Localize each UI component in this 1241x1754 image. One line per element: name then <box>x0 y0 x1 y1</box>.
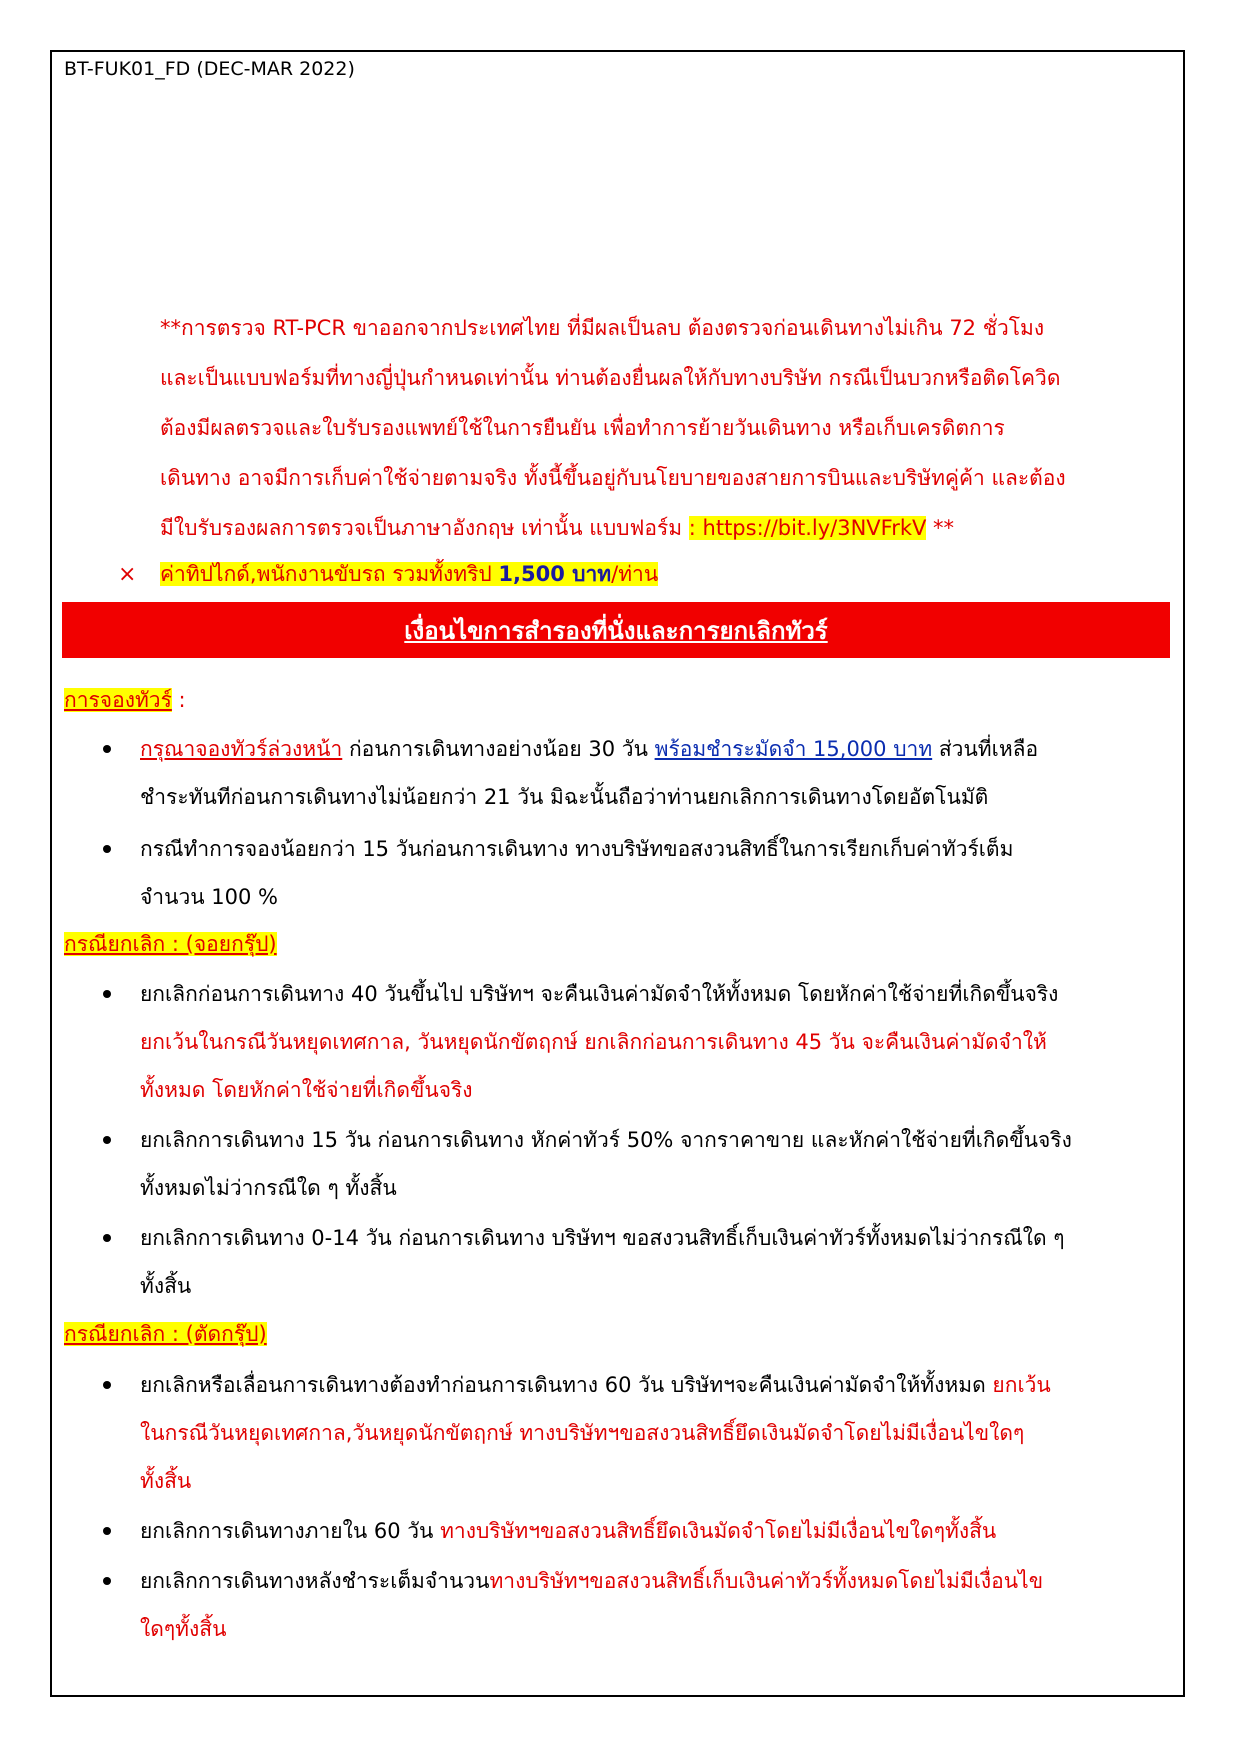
booking-bullet-2-line-1: กรณีทำการจองน้อยกว่า 15 วันก่อนการเดินทาง ทางบริษัทขอสงวนสิทธิ์ในการเรียกเก็บค่าทัวร์เต็ม <box>140 837 1014 861</box>
note-line: เดินทาง อาจมีการเก็บค่าใช้จ่ายตามจริง ทั้งนี้ขึ้นอยู่กับนโยบายของสายการบินและบริษัทคู่ค้า และต้อง <box>160 466 1066 490</box>
deposit-link[interactable]: พร้อมชำระมัดจำ 15,000 บาท <box>654 737 933 761</box>
cancel-join-b3-line-2: ทั้งสิ้น <box>140 1274 192 1298</box>
cancel-join-b1-line-2: ยกเว้นในกรณีวันหยุดเทศกาล, วันหยุดนักขัตฤกษ์ ยกเลิกก่อนการเดินทาง 45 วัน จะคืนเงินค่ามัดจำให้ <box>140 1030 1047 1054</box>
booking-bullet-1-line-1: กรุณาจองทัวร์ล่วงหน้า ก่อนการเดินทางอย่างน้อย 30 วัน พร้อมชำระมัดจำ 15,000 บาท ส่วนที่เหลือ <box>140 737 1039 761</box>
cancel-private-b3-line-1: ยกเลิกการเดินทางหลังชำระเต็มจำนวนทางบริษัทฯขอสงวนสิทธิ์เก็บเงินค่าทัวร์ทั้งหมดโดยไม่มีเงื่อนไข <box>140 1569 1044 1593</box>
booking-heading-text: การจองทัวร์ <box>64 688 172 712</box>
cancel-private-b3-line-2: ใดๆทั้งสิ้น <box>140 1617 227 1641</box>
conditions-banner <box>62 602 1170 658</box>
cancel-private-b1-line-3: ทั้งสิ้น <box>140 1469 192 1493</box>
bullet-icon <box>103 845 111 853</box>
book-early-link[interactable]: กรุณาจองทัวร์ล่วงหน้า <box>140 737 343 761</box>
bullet-icon <box>103 1136 111 1144</box>
note-line: และเป็นแบบฟอร์มที่ทางญี่ปุ่นกำหนดเท่านั้น ท่านต้องยื่นผลให้กับทางบริษัท กรณีเป็นบวกหรือติดโควิด <box>160 366 1061 390</box>
cancel-join-heading: กรณียกเลิก : (จอยกรุ๊ป) <box>64 932 277 956</box>
bullet-icon <box>103 990 111 998</box>
tip-text: ค่าทิปไกด์,พนักงานขับรถ รวมทั้งทริป <box>160 562 499 586</box>
cancel-join-b1-line-3: ทั้งหมด โดยหักค่าใช้จ่ายที่เกิดขึ้นจริง <box>140 1078 473 1102</box>
cancel-join-b3-line-1: ยกเลิกการเดินทาง 0-14 วัน ก่อนการเดินทาง บริษัทฯ ขอสงวนสิทธิ์เก็บเงินค่าทัวร์ทั้งหมดไม่ว่ากรณีใด ๆ <box>140 1226 1065 1250</box>
bullet-icon <box>103 1527 111 1535</box>
booking-bullet-2-line-2: จำนวน 100 % <box>140 885 278 909</box>
bullet-icon <box>103 745 111 753</box>
cancel-private-b1-line-2: ในกรณีวันหยุดเทศกาล,วันหยุดนักขัตฤกษ์ ทางบริษัทฯขอสงวนสิทธิ์ยึดเงินมัดจำโดยไม่มีเงื่อนไขใดๆ <box>140 1421 1025 1445</box>
bullet-icon <box>103 1234 111 1242</box>
cross-icon: × <box>118 562 137 587</box>
document-code: BT-FUK01_FD (DEC-MAR 2022) <box>64 58 355 80</box>
booking-heading: การจองทัวร์ : <box>64 688 186 712</box>
booking-bullet-1-line-2: ชำระทันทีก่อนการเดินทางไม่น้อยกว่า 21 วัน มิฉะนั้นถือว่าท่านยกเลิกการเดินทางโดยอัตโนมัติ <box>140 785 989 809</box>
cancel-join-b2-line-1: ยกเลิกการเดินทาง 15 วัน ก่อนการเดินทาง หักค่าทัวร์ 50% จากราคาขาย และหักค่าใช้จ่ายที่เกิดขึ้นจริง <box>140 1128 1072 1152</box>
note-line-last <box>160 504 954 552</box>
note-line: ต้องมีผลตรวจและใบรับรองแพทย์ใช้ในการยืนยัน เพื่อทำการย้ายวันเดินทาง หรือเก็บเครดิตการ <box>160 416 1005 440</box>
bullet-icon <box>103 1577 111 1585</box>
note-last-suffix: ** <box>926 516 955 540</box>
cancel-join-b1-line-1: ยกเลิกก่อนการเดินทาง 40 วันขึ้นไป บริษัทฯ จะคืนเงินค่ามัดจำให้ทั้งหมด โดยหักค่าใช้จ่ายที่เกิดขึ้นจริง <box>140 982 1059 1006</box>
banner-title: เงื่อนไขการสำรองที่นั่งและการยกเลิกทัวร์ <box>404 616 828 645</box>
cancel-private-b2: ยกเลิกการเดินทางภายใน 60 วัน ทางบริษัทฯขอสงวนสิทธิ์ยึดเงินมัดจำโดยไม่มีเงื่อนไขใดๆทั้งสิ้น <box>140 1519 997 1543</box>
form-link[interactable]: : https://bit.ly/3NVFrkV <box>688 516 927 540</box>
bullet-icon <box>103 1381 111 1389</box>
note-line: **การตรวจ RT-PCR ขาออกจากประเทศไทย ที่มีผลเป็นลบ ต้องตรวจก่อนเดินทางไม่เกิน 72 ชั่วโมง <box>160 316 1045 340</box>
tip-amount: 1,500 บาท <box>498 562 612 586</box>
tip-unit: /ท่าน <box>611 562 659 586</box>
cancel-join-b2-line-2: ทั้งหมดไม่ว่ากรณีใด ๆ ทั้งสิ้น <box>140 1176 397 1200</box>
tip-line <box>160 550 658 598</box>
cancel-private-b1-line-1: ยกเลิกหรือเลื่อนการเดินทางต้องทำก่อนการเดินทาง 60 วัน บริษัทฯจะคืนเงินค่ามัดจำให้ทั้งหมด ยกเว้น <box>140 1373 1051 1397</box>
cancel-private-heading: กรณียกเลิก : (ตัดกรุ๊ป) <box>64 1322 267 1346</box>
note-last-prefix: มีใบรับรองผลการตรวจเป็นภาษาอังกฤษ เท่านั้น แบบฟอร์ม <box>160 516 689 540</box>
